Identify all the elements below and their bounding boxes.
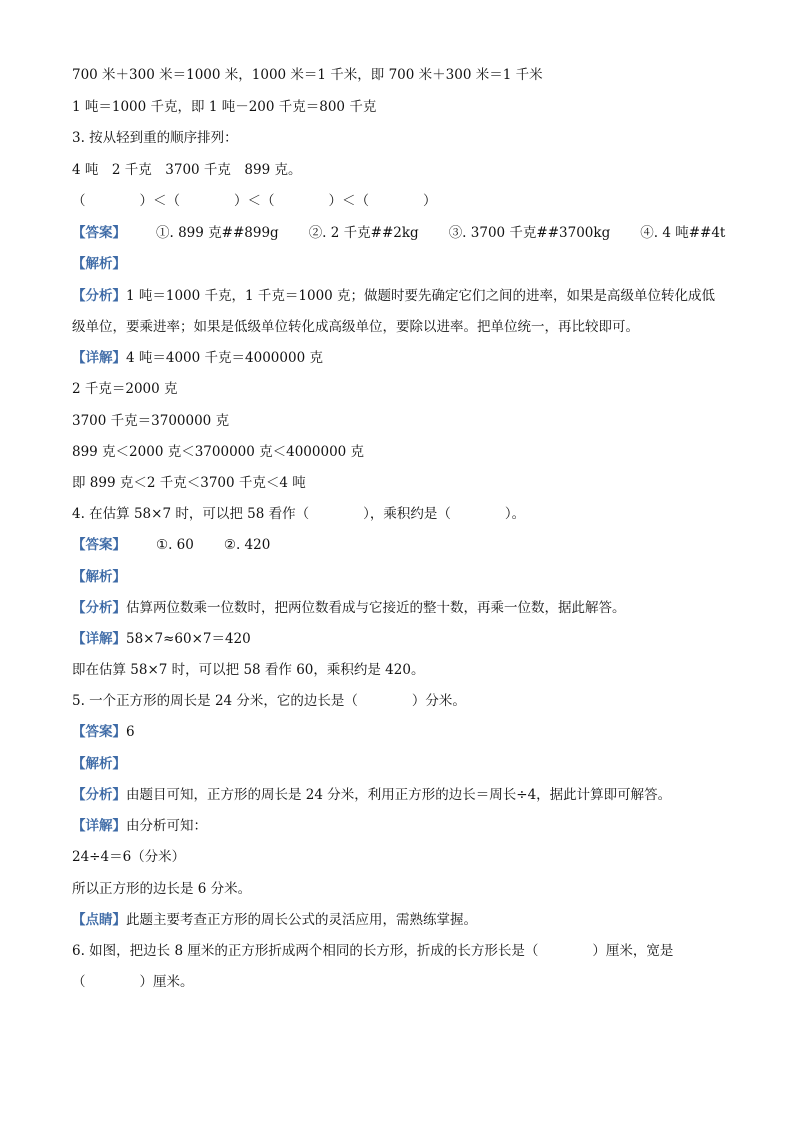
q5-fenxi: 【分析】由题目可知，正方形的周长是 24 分米，利用正方形的边长＝周长÷4，据此计算即可解答。 <box>72 787 672 803</box>
q3-answer-3: ③. 3700 千克##3700kg <box>448 225 611 241</box>
q5-conclusion: 所以正方形的边长是 6 分米。 <box>72 881 252 897</box>
q4-fenxi: 【分析】估算两位数乘一位数时，把两位数看成与它接近的整十数，再乘一位数，据此解答。 <box>72 600 626 616</box>
q3-items: 4 吨 2 千克 3700 千克 899 克。 <box>72 162 302 178</box>
q3-detail-line-2: 2 千克＝2000 克 <box>72 381 178 397</box>
q5-answer-row: 【答案】6 <box>72 724 135 740</box>
q5-stem: 5. 一个正方形的周长是 24 分米，它的边长是（ ）分米。 <box>72 693 466 709</box>
q4-conclusion: 即在估算 58×7 时，可以把 58 看作 60，乘积约是 420。 <box>72 662 425 678</box>
detail-tag: 【详解】 <box>72 350 126 366</box>
q5-analysis-tag: 【解析】 <box>72 756 126 772</box>
comment-tag: 【点睛】 <box>72 912 126 928</box>
q6-stem-line-1: 6. 如图，把边长 8 厘米的正方形折成两个相同的长方形，折成的长方形长是（ ）厘米，宽是 <box>72 943 674 959</box>
answer-tag: 【答案】 <box>72 537 126 553</box>
q3-answer-2: ②. 2 千克##2kg <box>308 225 419 241</box>
q5-detail: 【详解】由分析可知： <box>72 818 207 834</box>
q3-answer-1: ①. 899 克##899g <box>156 225 279 241</box>
q4-answer-1: ①. 60 <box>156 537 194 553</box>
q3-fenxi-line-1: 【分析】1 吨＝1000 千克，1 千克＝1000 克；做题时要先确定它们之间的进率，如果是高级单位转化成低 <box>72 288 716 304</box>
q4-answer-row <box>72 536 270 554</box>
answer-tag: 【答案】 <box>72 225 126 241</box>
q4-stem: 4. 在估算 58×7 时，可以把 58 看作（ ），乘积约是（ ）。 <box>72 506 526 522</box>
q3-fenxi-line-2: 级单位，要乘进率；如果是低级单位转化成高级单位，要除以进率。把单位统一，再比较即可。 <box>72 319 639 335</box>
q3-detail-line-5: 即 899 克＜2 千克＜3700 千克＜4 吨 <box>72 475 306 491</box>
q4-detail: 【详解】58×7≈60×7＝420 <box>72 631 251 647</box>
q5-comment: 【点睛】此题主要考查正方形的周长公式的灵活应用，需熟练掌握。 <box>72 912 477 928</box>
q4-analysis-tag: 【解析】 <box>72 569 126 585</box>
q3-stem: 3. 按从轻到重的顺序排列： <box>72 130 238 146</box>
q3-analysis-tag: 【解析】 <box>72 256 126 272</box>
q3-answer-row <box>72 224 725 242</box>
fenxi-tag: 【分析】 <box>72 288 126 304</box>
q3-blanks: （ ）＜（ ）＜（ ）＜（ ） <box>72 193 437 209</box>
q3-answer-4: ④. 4 吨##4t <box>640 225 726 241</box>
q3-detail-line-3: 3700 千克＝3700000 克 <box>72 413 230 429</box>
q6-stem-line-2: （ ）厘米。 <box>72 974 194 990</box>
q4-answer-2: ②. 420 <box>223 537 271 553</box>
prev-explanation-line-2: 1 吨＝1000 千克，即 1 吨－200 千克＝800 千克 <box>72 99 377 115</box>
q3-detail-line-1: 【详解】4 吨＝4000 千克＝4000000 克 <box>72 350 323 366</box>
prev-explanation-line-1: 700 米＋300 米＝1000 米，1000 米＝1 千米，即 700 米＋300 米＝1 千米 <box>72 67 543 83</box>
q3-detail-line-4: 899 克＜2000 克＜3700000 克＜4000000 克 <box>72 444 365 460</box>
q5-calc: 24÷4＝6（分米） <box>72 849 186 865</box>
q5-answer: 6 <box>126 724 135 740</box>
